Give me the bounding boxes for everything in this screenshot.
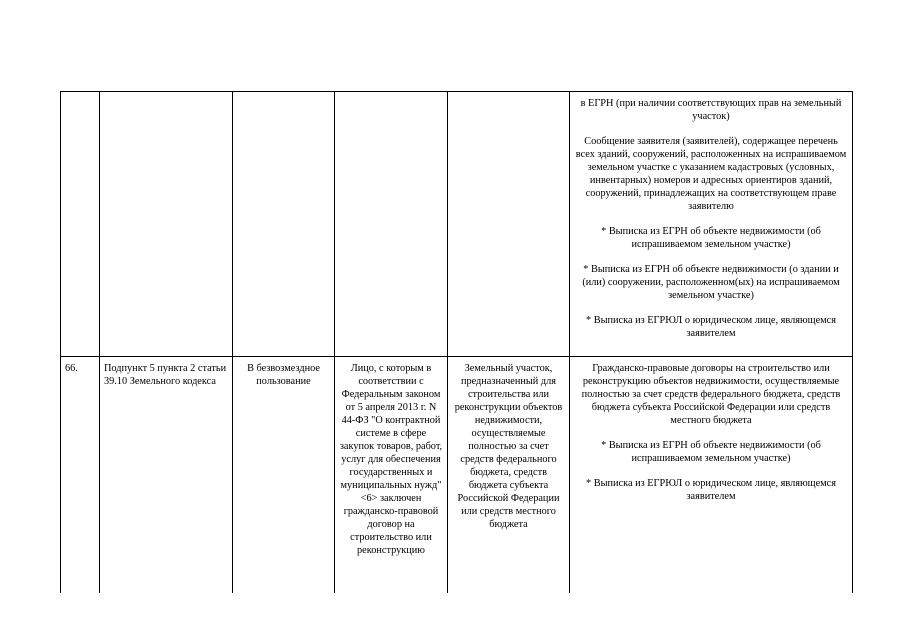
document-item: * Выписка из ЕГРН об объекте недвижимости (о здании и (или) сооружении, расположенном(ых) на испрашиваемом земельном участке)	[582, 264, 840, 301]
table-row-66	[61, 357, 853, 594]
cell-number: 66.	[61, 357, 100, 594]
document-item: Сообщение заявителя (заявителей), содержащее перечень всех зданий, сооружений, расположенных на испрашиваемом земельном участке с указанием кадастровых (условных, инвентарных) номеров и адресных ориентиров зданий, сооружений, принадлежащих на соответствующем праве заявителю	[575, 136, 847, 212]
document-item: * Выписка из ЕГРЮЛ о юридическом лице, являющемся заявителем	[586, 315, 836, 339]
cell-land-plot: Земельный участок, предназначенный для строительства или реконструкции объектов недвижимости, осуществляемые полностью за счет средств федерального бюджета, средств бюджета субъекта Российской Федерации или средств местного бюджета	[448, 357, 570, 594]
cell-legal-basis: Подпункт 5 пункта 2 статьи 39.10 Земельного кодекса	[100, 357, 233, 594]
document-item: * Выписка из ЕГРН об объекте недвижимости (об испрашиваемом земельном участке)	[601, 226, 821, 250]
cell-applicant	[335, 92, 448, 357]
cell-land-plot	[448, 92, 570, 357]
document-item: в ЕГРН (при наличии соответствующих прав на земельный участок)	[580, 98, 842, 122]
document-item: Гражданско-правовые договоры на строительство или реконструкцию объектов недвижимости, осуществляемые полностью за счет средств федерального бюджета, средств бюджета субъекта Российской Федерации или средств местного бюджета	[581, 363, 841, 426]
land-grant-table	[60, 91, 853, 593]
cell-documents	[570, 92, 853, 357]
table-row-continuation	[61, 92, 853, 357]
cell-legal-basis	[100, 92, 233, 357]
document-item: * Выписка из ЕГРН об объекте недвижимости (об испрашиваемом земельном участке)	[601, 440, 821, 464]
cell-applicant: Лицо, с которым в соответствии с Федеральным законом от 5 апреля 2013 г. N 44-ФЗ "О контрактной системе в сфере закупок товаров, работ, услуг для обеспечения государственных и муниципальных нужд" <6> заключен гражданско-правовой договор на строительство или реконструкцию	[335, 357, 448, 594]
cell-right-type: В безвозмездное пользование	[233, 357, 335, 594]
cell-right-type	[233, 92, 335, 357]
document-item: * Выписка из ЕГРЮЛ о юридическом лице, являющемся заявителем	[586, 478, 836, 502]
cell-number	[61, 92, 100, 357]
cell-documents	[570, 357, 853, 594]
